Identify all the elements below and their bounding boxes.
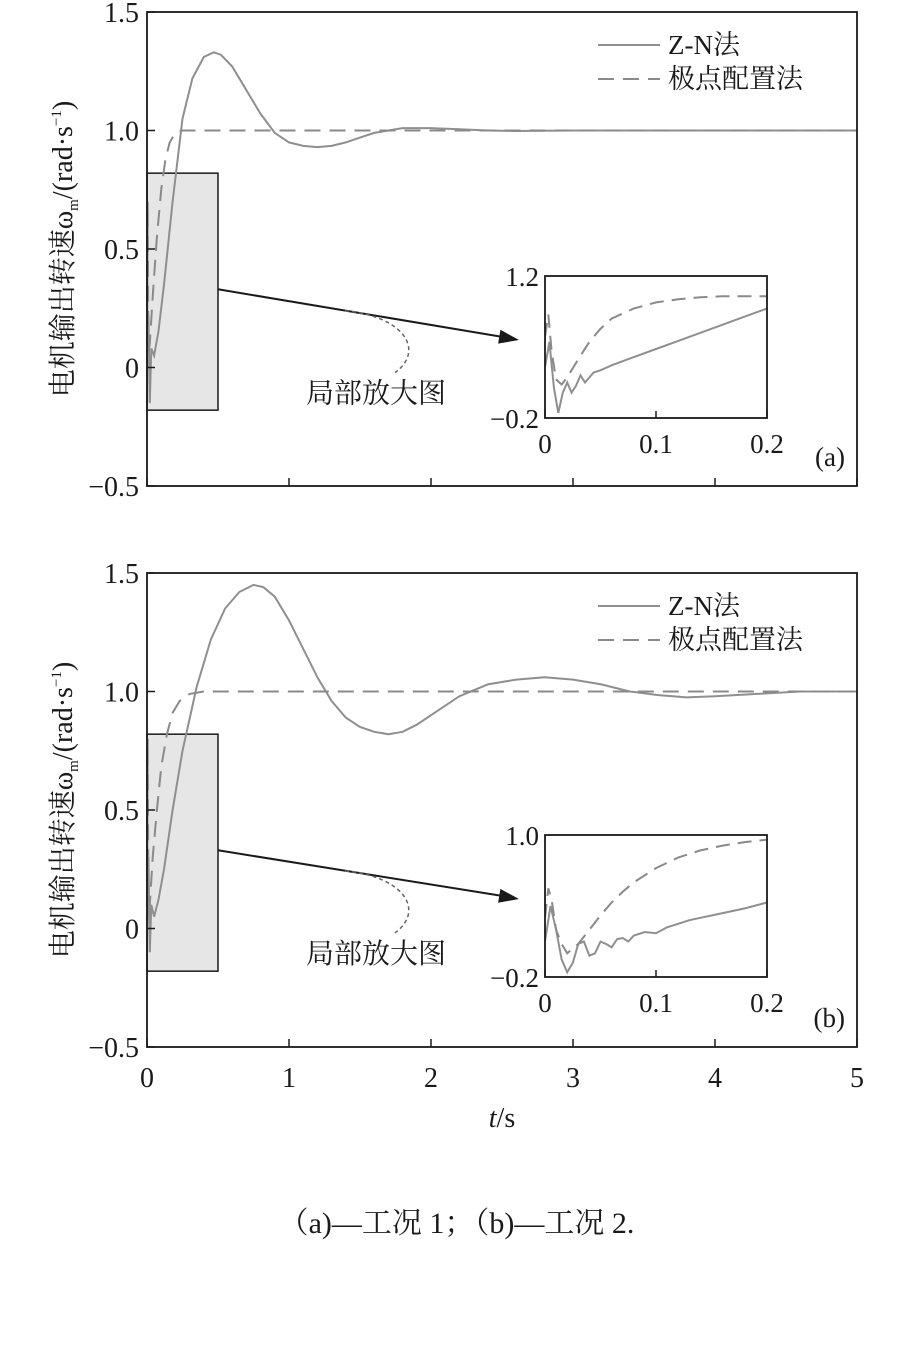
x-tick-label: 1 [282,1063,296,1094]
inset-x-tick-label: 0.2 [750,988,784,1018]
inset-background [545,276,767,418]
x-tick-label: 5 [850,1063,864,1094]
x-tick-label: 0 [140,1063,154,1094]
legend-label-zn: Z-N法 [668,591,740,621]
y-tick-label: −0.5 [88,472,139,503]
figure-caption: （a)—工况 1；（b)—工况 2. [278,1207,635,1240]
y-tick-label: 1.0 [104,677,139,709]
y-tick-label: 0 [125,353,139,385]
inset-y-tick-label: −0.2 [490,963,539,993]
y-tick-label: 1.5 [104,0,139,29]
chart-panel-b [47,559,864,1134]
callout-arrow [218,850,509,897]
x-tick-label: 3 [566,1063,580,1094]
inset-x-tick-label: 0.1 [639,429,673,459]
zoom-box [147,734,218,971]
callout-arrowhead [498,330,519,344]
legend-label-zn: Z-N法 [668,30,740,60]
inset-x-tick-label: 0.2 [750,429,784,459]
inset-plot [490,262,784,459]
y-tick-label: −0.5 [88,1033,139,1064]
y-tick-label: 0.5 [104,796,139,827]
panel-label: (b) [813,1003,845,1033]
legend-label-pole: 极点配置法 [668,64,803,94]
chart-panel-a [47,0,857,503]
annotation-label: 局部放大图 [306,938,447,970]
inset-y-tick-label: 1.2 [505,262,539,292]
inset-background [545,835,767,977]
y-axis-label: 电机输出转速$\omega_m/(rad\cdot s^{-1})$ [48,100,82,398]
y-tick-label: 1.5 [104,559,139,590]
annotation-label: 局部放大图 [306,378,447,410]
zoom-box [147,173,218,410]
legend-label-pole: 极点配置法 [668,625,803,655]
y-tick-label: 1.0 [104,116,139,148]
x-tick-label: 4 [708,1063,722,1094]
x-tick-label: 2 [424,1063,438,1094]
legend [598,30,804,94]
inset-y-tick-label: −0.2 [490,404,539,434]
y-tick-label: 0 [125,914,139,946]
legend [598,591,804,655]
inset-x-tick-label: 0 [538,988,552,1018]
inset-plot [490,821,784,1018]
panel-label: (a) [815,442,845,472]
inset-y-tick-label: 1.0 [505,821,539,851]
y-axis-label: 电机输出转速$\omega_m/(rad\cdot s^{-1})$ [48,661,82,959]
x-axis-label: t/s [488,1103,516,1134]
inset-x-tick-label: 0 [538,429,552,459]
y-tick-label: 0.5 [104,235,139,266]
inset-x-tick-label: 0.1 [639,988,673,1018]
callout-arrowhead [498,889,519,903]
callout-arrow [218,289,509,338]
